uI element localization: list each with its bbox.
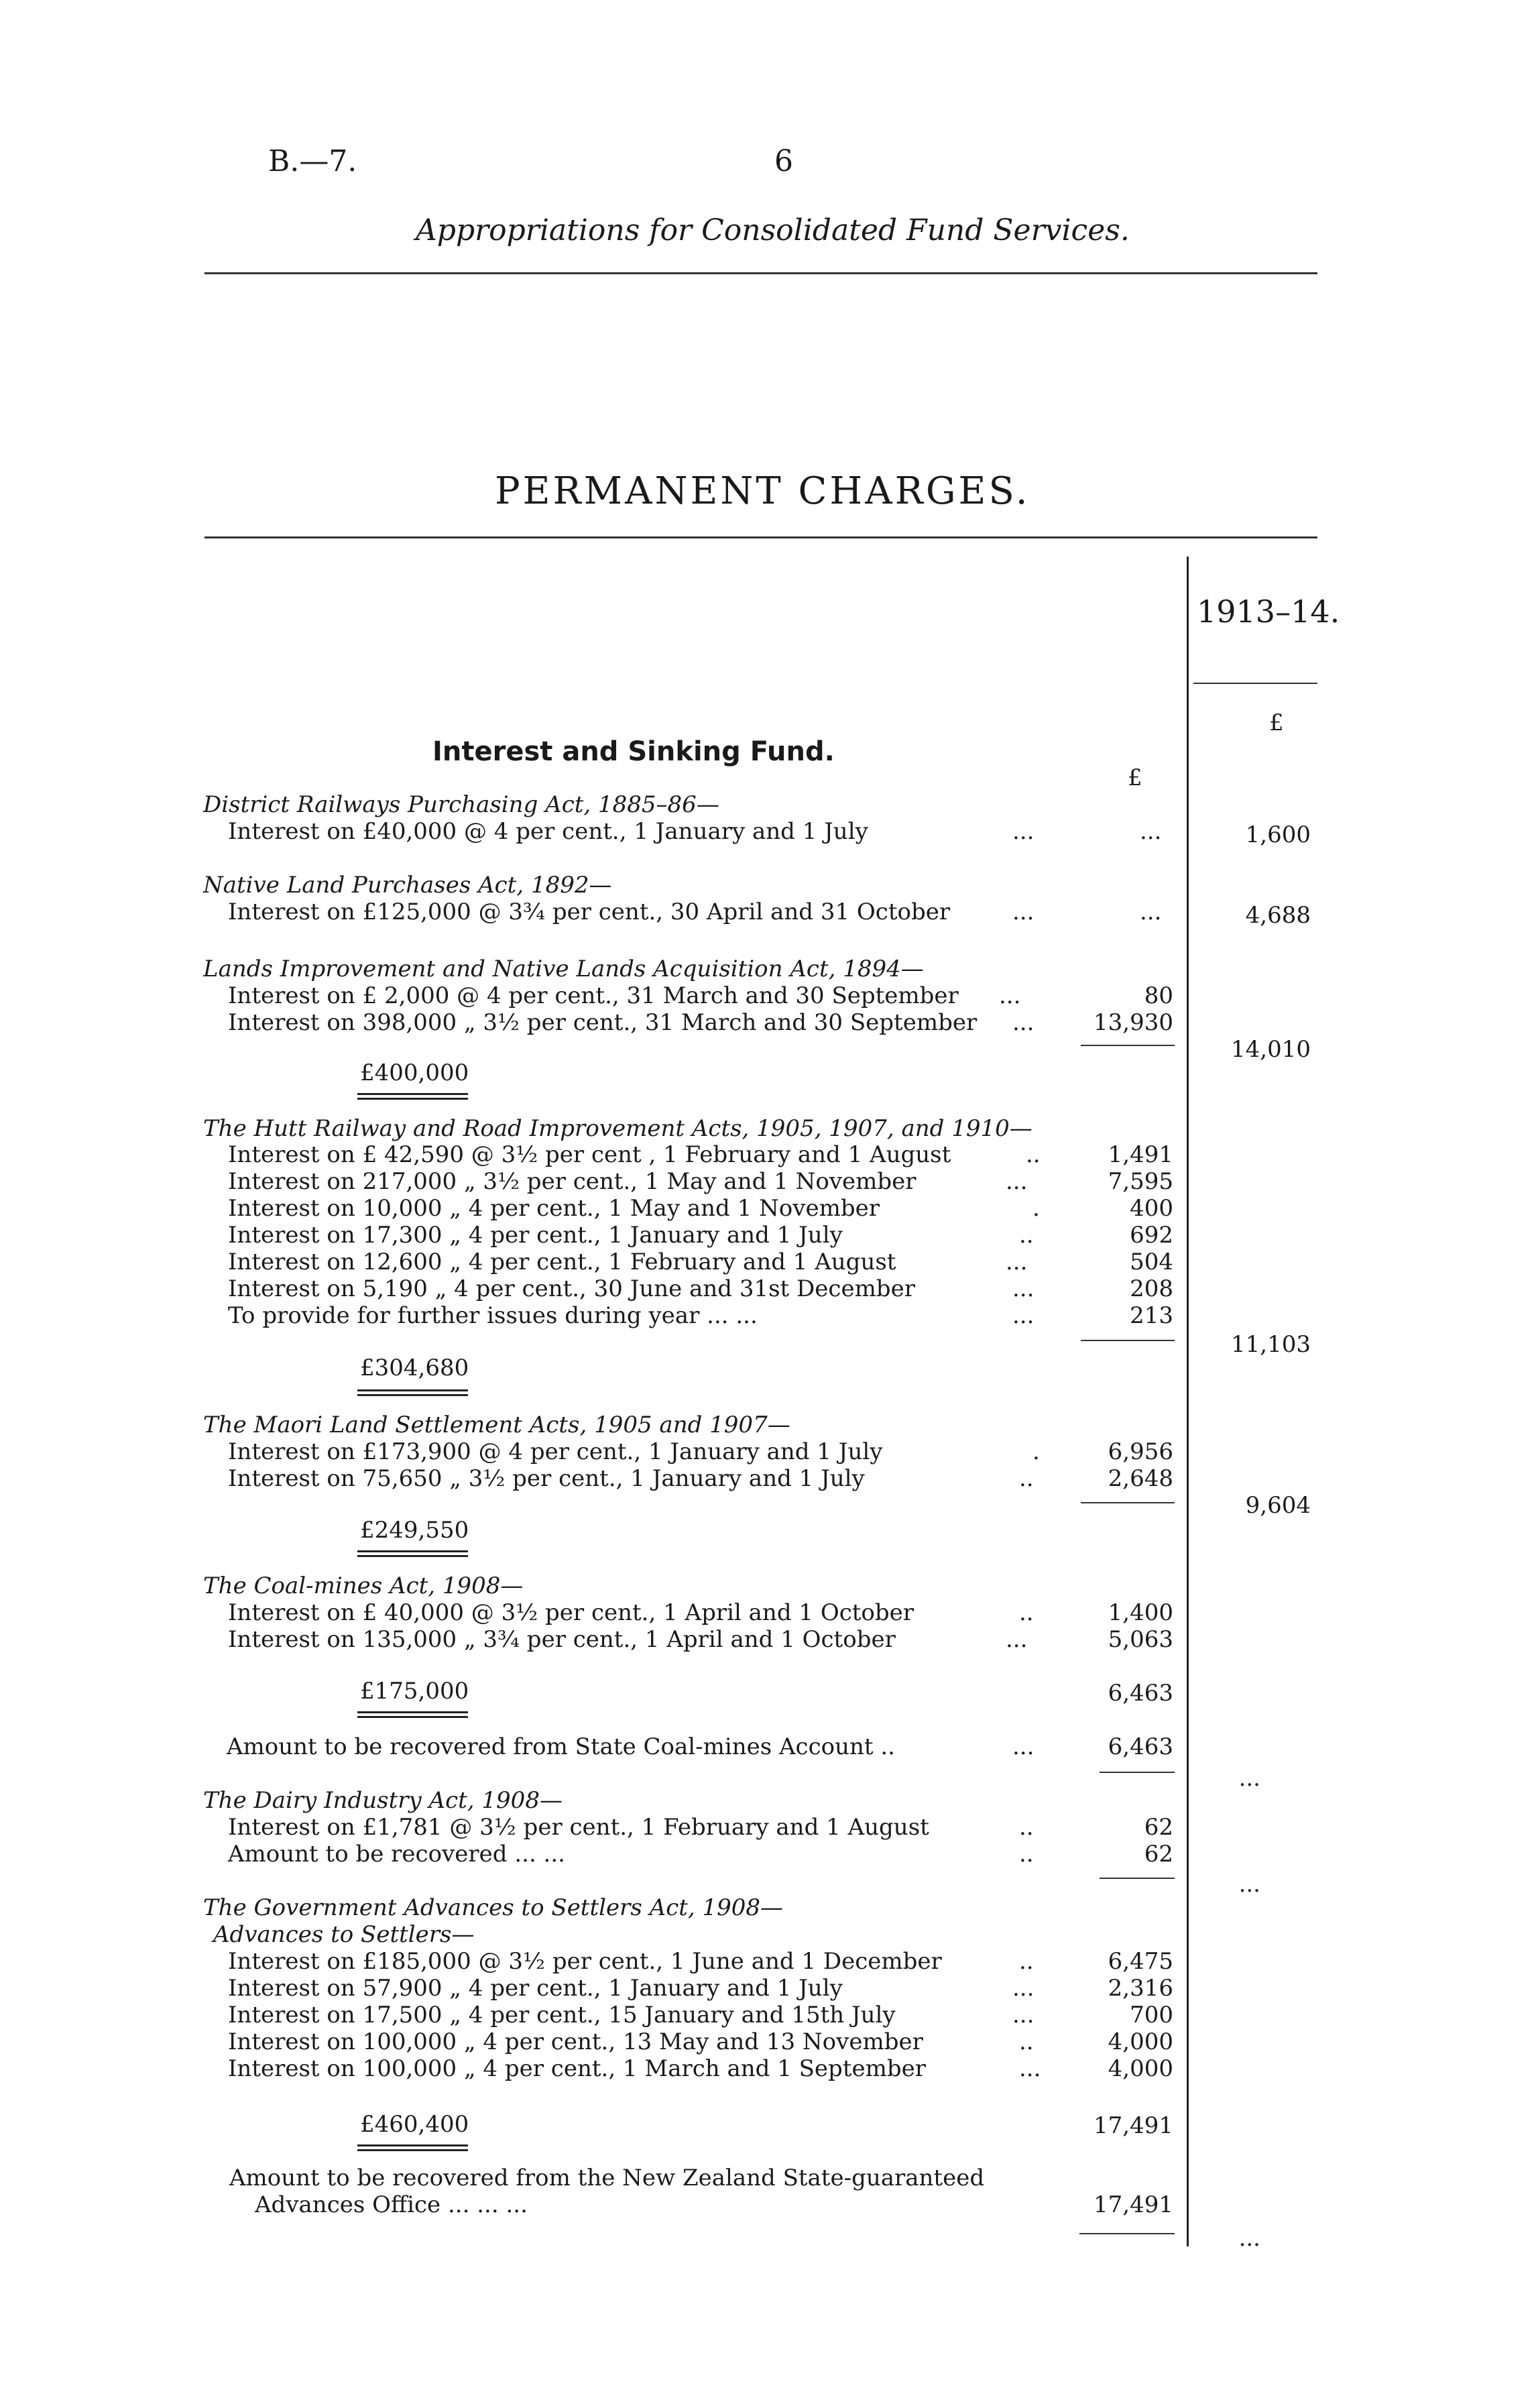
header-rule (204, 272, 1317, 274)
amount-advances-3: 700 (1130, 2002, 1173, 2028)
sum-lands: £400,000 (360, 1059, 469, 1086)
dots: ... (1012, 899, 1035, 925)
subtotal-coal: 6,463 (1108, 1680, 1173, 1707)
amount-hutt-3: 400 (1130, 1195, 1173, 1222)
amount-advances-1: 6,475 (1108, 1948, 1173, 1975)
subtotal-advances: 17,491 (1094, 2112, 1173, 2139)
line-advances-3: Interest on 17,500 „ 4 per cent., 15 January and 15th July (228, 2002, 896, 2028)
dots: ... (1012, 1275, 1035, 1302)
line-hutt-6: Interest on 5,190 „ 4 per cent., 30 June and 31st December (228, 1275, 915, 1302)
line-advances-1: Interest on £185,000 @ 3½ per cent., 1 June and 1 December (228, 1948, 942, 1975)
amount-lands-1: 80 (1144, 982, 1173, 1009)
dots: ... (1012, 1009, 1035, 1036)
double-rule (357, 2144, 468, 2151)
page-subtitle: Appropriations for Consolidated Fund Services. (416, 213, 1130, 247)
dots: .. (1019, 1599, 1034, 1626)
dots: ... (1140, 818, 1162, 845)
amount-hutt-6: 208 (1130, 1275, 1173, 1302)
dots: ... (1012, 1975, 1035, 2002)
total-advances: ... (1238, 2225, 1260, 2252)
page-number: 6 (774, 144, 793, 178)
amount-hutt-1: 1,491 (1108, 1141, 1173, 1168)
dots: .. (1026, 1141, 1041, 1168)
double-rule (357, 1550, 468, 1557)
line-advances-2: Interest on 57,900 „ 4 per cent., 1 January and 1 July (228, 1975, 843, 2002)
amount-coal-2: 5,063 (1108, 1626, 1173, 1653)
dots: ... (1006, 1168, 1028, 1195)
act-district-railways: District Railways Purchasing Act, 1885–86— (203, 791, 719, 818)
section-heading: Interest and Sinking Fund. (432, 736, 835, 767)
amount-hutt-4: 692 (1130, 1222, 1173, 1249)
total-hutt: 11,103 (1231, 1331, 1311, 1358)
dots: . (1032, 1438, 1040, 1465)
line-hutt-4: Interest on 17,300 „ 4 per cent., 1 January and 1 July (228, 1222, 843, 1249)
dots: ... (1012, 2002, 1035, 2028)
line-hutt-3: Interest on 10,000 „ 4 per cent., 1 May and 1 November (228, 1195, 880, 1222)
amount-dairy-2: 62 (1144, 1841, 1173, 1868)
dots: ... (1140, 899, 1162, 925)
amount-maori-1: 6,956 (1108, 1438, 1173, 1465)
dots: ... (1012, 1733, 1035, 1760)
dots: .. (1019, 1841, 1034, 1868)
total-district: 1,600 (1245, 821, 1311, 848)
amount-hutt-7: 213 (1130, 1302, 1173, 1329)
recover-coal: Amount to be recovered from State Coal-mines Account .. (227, 1733, 895, 1760)
total-native: 4,688 (1245, 902, 1311, 929)
amount-lands-2: 13,930 (1094, 1009, 1173, 1036)
double-rule (357, 1711, 468, 1718)
act-coal-mines: The Coal-mines Act, 1908— (203, 1572, 524, 1599)
total-dairy: ... (1238, 1871, 1260, 1898)
sum-hutt: £304,680 (360, 1355, 469, 1381)
line-maori-2: Interest on 75,650 „ 3½ per cent., 1 January and 1 July (228, 1465, 865, 1492)
amount-advances-5: 4,000 (1108, 2055, 1173, 2082)
year-heading-rule (1193, 683, 1317, 684)
dots: ... (1006, 1626, 1028, 1653)
line-hutt-1: Interest on £ 42,590 @ 3½ per cent , 1 February and 1 August (228, 1141, 951, 1168)
total-maori: 9,604 (1245, 1492, 1311, 1519)
line-advances-4: Interest on 100,000 „ 4 per cent., 13 May and 13 November (228, 2028, 923, 2055)
amount-maori-2: 2,648 (1108, 1465, 1173, 1492)
amount-dairy-1: 62 (1144, 1814, 1173, 1841)
line-district-1: Interest on £40,000 @ 4 per cent., 1 January and 1 July (228, 818, 868, 845)
subtotal-rule (1081, 1045, 1175, 1046)
dots: .. (1019, 1222, 1034, 1249)
line-coal-2: Interest on 135,000 „ 3¾ per cent., 1 April and 1 October (228, 1626, 896, 1653)
recover-amount-coal: 6,463 (1108, 1733, 1173, 1760)
dots: ... (1019, 2055, 1041, 2082)
subtotal-rule (1081, 1502, 1175, 1503)
recover-amount-advances: 17,491 (1094, 2191, 1173, 2218)
act-government-advances: The Government Advances to Settlers Act, 1908— (203, 1894, 784, 1921)
page-title: PERMANENT CHARGES. (495, 469, 1030, 513)
total-coal: ... (1238, 1765, 1260, 1792)
amount-hutt-5: 504 (1130, 1249, 1173, 1275)
line-hutt-5: Interest on 12,600 „ 4 per cent., 1 February and 1 August (228, 1249, 896, 1275)
dots: .. (1019, 1948, 1034, 1975)
line-hutt-7: To provide for further issues during year ... ... (228, 1302, 758, 1329)
pound-symbol-right: £ (1269, 709, 1284, 736)
line-advances-5: Interest on 100,000 „ 4 per cent., 1 March and 1 September (228, 2055, 926, 2082)
line-lands-2: Interest on 398,000 „ 3½ per cent., 31 March and 30 September (228, 1009, 978, 1036)
dots: .. (1019, 1814, 1034, 1841)
line-hutt-2: Interest on 217,000 „ 3½ per cent., 1 May and 1 November (228, 1168, 917, 1195)
dots: . (1032, 1195, 1040, 1222)
line-coal-1: Interest on £ 40,000 @ 3½ per cent., 1 April and 1 October (228, 1599, 914, 1626)
document-reference: B.—7. (268, 144, 357, 178)
act-native-land-purchases: Native Land Purchases Act, 1892— (203, 872, 612, 899)
amount-advances-4: 4,000 (1108, 2028, 1173, 2055)
act-dairy-industry: The Dairy Industry Act, 1908— (203, 1787, 563, 1814)
line-lands-1: Interest on £ 2,000 @ 4 per cent., 31 March and 30 September (228, 982, 959, 1009)
dots: .. (1019, 1465, 1034, 1492)
subtotal-rule (1081, 1340, 1175, 1341)
act-maori-land-settlement: The Maori Land Settlement Acts, 1905 and 1907— (203, 1412, 790, 1438)
line-maori-1: Interest on £173,900 @ 4 per cent., 1 January and 1 July (228, 1438, 883, 1465)
sum-coal: £175,000 (360, 1678, 469, 1705)
amount-hutt-2: 7,595 (1108, 1168, 1173, 1195)
line-dairy-1: Interest on £1,781 @ 3½ per cent., 1 February and 1 August (228, 1814, 929, 1841)
act-hutt-railway: The Hutt Railway and Road Improvement Acts, 1905, 1907, and 1910— (203, 1115, 1032, 1142)
dots: ... (999, 982, 1021, 1009)
pound-symbol-mid: £ (1128, 764, 1142, 791)
dots: ... (1012, 818, 1035, 845)
sum-maori: £249,550 (360, 1517, 469, 1544)
act-lands-improvement: Lands Improvement and Native Lands Acquisition Act, 1894— (203, 956, 924, 982)
dots: ... (1012, 1302, 1035, 1329)
year-column-heading: 1913–14. (1197, 593, 1340, 630)
recover-advances-line-1: Amount to be recovered from the New Zealand State-guaranteed (229, 2165, 985, 2191)
total-lands: 14,010 (1231, 1036, 1311, 1063)
line-dairy-2: Amount to be recovered ... ... (228, 1841, 565, 1868)
amount-coal-1: 1,400 (1108, 1599, 1173, 1626)
advances-subheading: Advances to Settlers— (213, 1921, 475, 1948)
line-native-1: Interest on £125,000 @ 3¾ per cent., 30 April and 31 October (228, 899, 951, 925)
sum-advances: £460,400 (360, 2111, 469, 2138)
amount-advances-2: 2,316 (1108, 1975, 1173, 2002)
dots: .. (1019, 2028, 1034, 2055)
double-rule (357, 1389, 468, 1396)
recover-advances-line-2: Advances Office ... ... ... (255, 2191, 528, 2218)
title-rule (204, 536, 1317, 538)
dots: ... (1006, 1249, 1028, 1275)
double-rule (357, 1093, 468, 1100)
column-divider (1187, 557, 1189, 2246)
